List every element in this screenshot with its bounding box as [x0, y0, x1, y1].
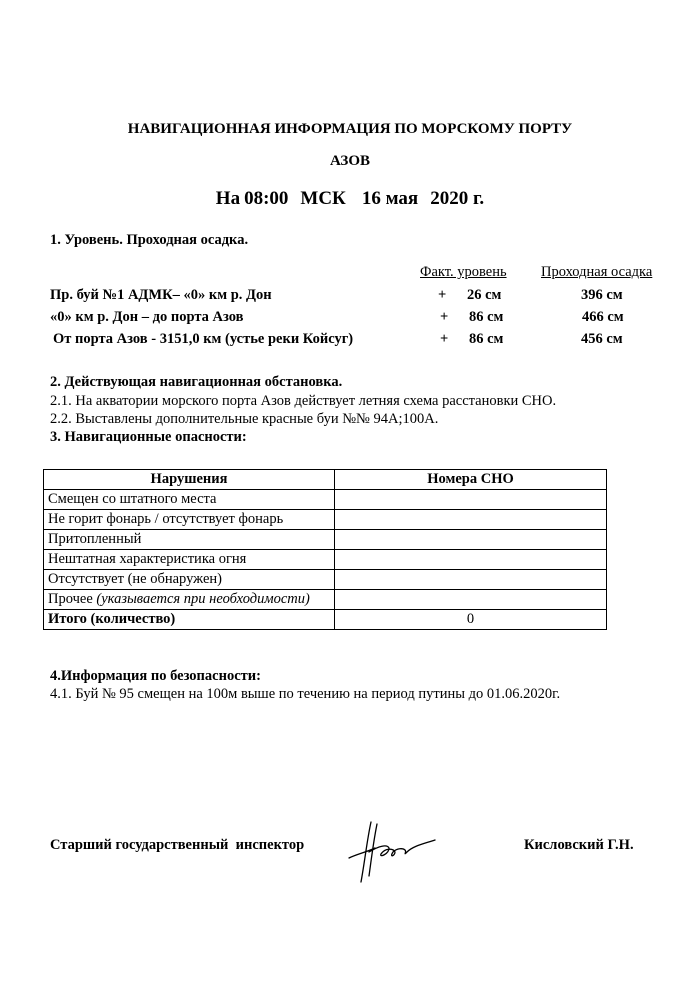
report-datetime	[0, 188, 700, 210]
level-value: 86 см	[469, 309, 504, 325]
table-row	[44, 550, 607, 570]
nav-info-item: 2.2. Выставлены дополнительные красные буи №№ 94А;100А.	[50, 411, 439, 427]
level-value: 26 см	[467, 287, 502, 303]
report-date: 16 мая	[361, 188, 419, 209]
section4-heading: 4.Информация по безопасности:	[50, 668, 261, 684]
level-row	[0, 309, 700, 329]
safety-info-item: 4.1. Буй № 95 смещен на 100м выше по течению на период путины до 01.06.2020г.	[50, 686, 561, 702]
sno-numbers	[335, 490, 607, 510]
col-header-sno-numbers: Номера СНО	[335, 470, 607, 490]
sno-numbers	[335, 510, 607, 530]
level-sign: +	[440, 309, 449, 325]
level-row	[0, 331, 700, 351]
table-row	[44, 490, 607, 510]
violation-label: Притопленный	[44, 530, 335, 550]
table-row	[44, 570, 607, 590]
nav-info-item: 2.1. На акватории морского порта Азов действует летняя схема расстановки СНО.	[50, 393, 557, 409]
table-total-row	[44, 610, 607, 630]
segment-name: Пр. буй №1 АДМК– «0» км р. Дон	[50, 287, 272, 303]
col-header-level: Факт. уровень	[420, 264, 507, 280]
segment-name: От порта Азов - 3151,0 км (устье реки Койсуг)	[53, 331, 354, 347]
col-header-draft: Проходная осадка	[541, 264, 653, 280]
violation-label: Отсутствует (не обнаружен)	[44, 570, 335, 590]
col-header-violations: Нарушения	[44, 470, 335, 490]
time-zone: МСК	[300, 188, 346, 209]
draft-value: 456 см	[581, 331, 623, 347]
table-row	[44, 530, 607, 550]
level-sign: +	[440, 331, 449, 347]
report-year: 2020 г.	[430, 188, 485, 209]
level-value: 86 см	[469, 331, 504, 347]
sno-numbers	[335, 550, 607, 570]
hazards-table	[43, 469, 607, 630]
report-time: 08:00	[244, 188, 289, 209]
section3-heading: 3. Навигационные опасности:	[50, 429, 247, 445]
port-name: АЗОВ	[329, 153, 371, 169]
sno-numbers	[335, 590, 607, 610]
violation-label: Не горит фонарь / отсутствует фонарь	[44, 510, 335, 530]
inspector-name: Кисловский Г.Н.	[524, 837, 634, 853]
total-value: 0	[335, 610, 607, 630]
table-row	[44, 510, 607, 530]
section2-heading: 2. Действующая навигационная обстановка.	[50, 374, 343, 390]
other-label: Прочее	[48, 591, 93, 607]
table-row	[44, 590, 607, 610]
total-label: Итого (количество)	[44, 610, 335, 630]
segment-name: «0» км р. Дон – до порта Азов	[50, 309, 244, 325]
violation-label: Нештатная характеристика огня	[44, 550, 335, 570]
violation-label-other	[44, 590, 335, 610]
other-note: (указывается при необходимости)	[96, 591, 310, 607]
signature-image	[345, 818, 440, 888]
draft-value: 466 см	[582, 309, 624, 325]
document-title: НАВИГАЦИОННАЯ ИНФОРМАЦИЯ ПО МОРСКОМУ ПОРТУ	[127, 121, 573, 137]
level-sign: +	[438, 287, 447, 303]
date-prefix: На	[215, 188, 241, 209]
section1-heading: 1. Уровень. Проходная осадка.	[50, 232, 249, 248]
sno-numbers	[335, 570, 607, 590]
level-row	[0, 287, 700, 307]
draft-value: 396 см	[581, 287, 623, 303]
inspector-position: Старший государственный инспектор	[50, 837, 305, 853]
sno-numbers	[335, 530, 607, 550]
violation-label: Смещен со штатного места	[44, 490, 335, 510]
table-header-row	[44, 470, 607, 490]
